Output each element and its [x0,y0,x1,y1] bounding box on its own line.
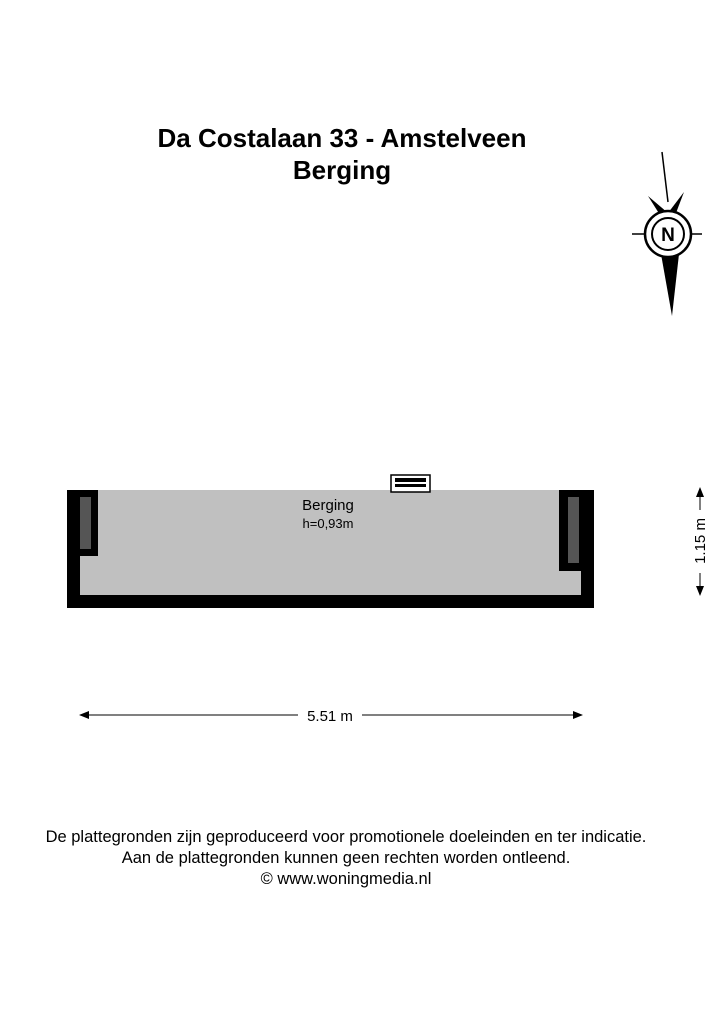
plan-title-floor: Berging [292,155,392,185]
depth-dimension-label: 1.15 m [692,518,709,564]
depth-dimension [692,488,709,595]
room-height: h=0,93m [302,516,354,531]
room-name: Berging [302,497,354,514]
width-dimension-label: 5.51 m [307,708,353,725]
plan-title-address: Da Costalaan 33 - Amstelveen [157,123,527,153]
copyright-line: © www.woningmedia.nl [260,870,432,888]
disclaimer-line-1: De plattegronden zijn geproduceerd voor promotionele doeleinden en ter indicatie. [45,828,647,846]
width-dimension [80,708,582,725]
compass-north-label: N [661,225,675,246]
attic-ladder-icon [391,475,430,492]
window-right [568,497,579,563]
window-left [80,497,91,549]
compass-icon [632,152,702,316]
disclaimer-line-2: Aan de plattegronden kunnen geen rechten worden ontleend. [121,849,571,867]
